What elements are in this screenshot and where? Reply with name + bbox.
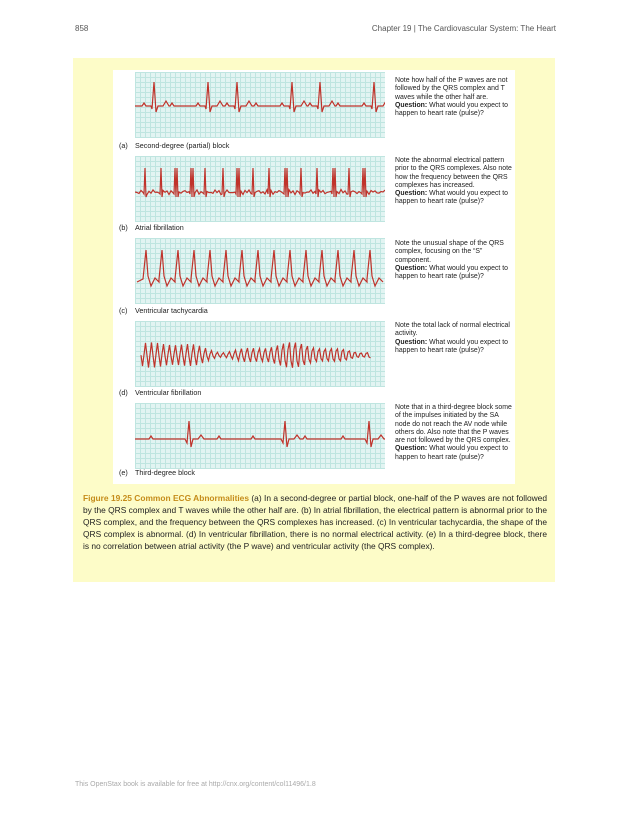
panel-label-a bbox=[119, 141, 229, 150]
panel-letter: (a) bbox=[119, 141, 128, 150]
question-text: What would you expect to happen to heart rate (pulse)? bbox=[395, 445, 508, 461]
panel-title: Ventricular fibrillation bbox=[135, 388, 202, 397]
ecg-trace-third-degree-block bbox=[135, 403, 385, 469]
panel-letter: (b) bbox=[119, 223, 128, 232]
panel-note-b bbox=[395, 157, 513, 207]
ecg-trace-atrial-fibrillation bbox=[135, 156, 385, 222]
ecg-strip-second-degree-block bbox=[135, 72, 385, 138]
panel-note-c bbox=[395, 240, 513, 281]
panel-label-e bbox=[119, 468, 195, 477]
panel-label-d bbox=[119, 388, 201, 397]
panel-letter: (e) bbox=[119, 468, 128, 477]
figure-caption bbox=[83, 492, 547, 552]
panel-letter: (c) bbox=[119, 306, 128, 315]
panel-title: Atrial fibrillation bbox=[135, 223, 184, 232]
panel-title: Ventricular tachycardia bbox=[135, 306, 208, 315]
note-text: Note the unusual shape of the QRS complex, focusing on the “S” component. bbox=[395, 240, 504, 264]
ecg-strip-ventricular-tachycardia bbox=[135, 238, 385, 304]
panel-letter: (d) bbox=[119, 388, 128, 397]
ecg-strip-third-degree-block bbox=[135, 403, 385, 469]
footer-text: This OpenStax book is available for free at http://cnx.org/content/col11496/1.8 bbox=[75, 781, 316, 788]
ecg-strip-ventricular-fibrillation bbox=[135, 321, 385, 387]
question-label: Question: bbox=[395, 101, 428, 109]
note-text: Note that in a third-degree block some of the impulses initiated by the SA node do not reach the AV node while others do. Also note that the P waves are not followed by the QRS complex. bbox=[395, 404, 512, 445]
question-text: What would you expect to happen to heart rate (pulse)? bbox=[395, 338, 508, 354]
page-number: 858 bbox=[75, 24, 89, 33]
ecg-trace-ventricular-tachycardia bbox=[135, 238, 385, 304]
panel-label-c bbox=[119, 306, 208, 315]
panel-title: Second-degree (partial) block bbox=[135, 141, 230, 150]
note-text: Note the total lack of normal electrical activity. bbox=[395, 322, 510, 338]
panel-note-e bbox=[395, 404, 513, 462]
question-text: What would you expect to happen to heart rate (pulse)? bbox=[395, 101, 508, 118]
question-label: Question: bbox=[395, 264, 428, 272]
figure-caption-text: (a) In a second-degree or partial block, one-half of the P waves are not followed by the QRS complex and T waves while the other half are. (b) In atrial fibrillation, the electrical pattern is abnormal prior to the QRS complex, and the frequency between the QRS complexes has increased. (c) In ventricular tachycardia, the shape of the QRS complex is abnormal. (d) In ventricular fibrillation, there is no normal electrical activity. (e) In a third-degree block, there is no correlation between atrial activity (the P wave) and ventricular activity (the QRS complex). bbox=[83, 493, 547, 551]
note-text: Note how half of the P waves are not followed by the QRS complex and T waves while the other half are. bbox=[395, 77, 508, 101]
panel-note-a bbox=[395, 77, 513, 118]
question-label: Question: bbox=[395, 338, 428, 346]
panel-title: Third-degree block bbox=[135, 468, 195, 477]
chapter-title: Chapter 19 | The Cardiovascular System: The Heart bbox=[371, 24, 556, 33]
question-label: Question: bbox=[395, 190, 428, 198]
figure-panels bbox=[113, 70, 515, 484]
figure-caption-title: Figure 19.25 Common ECG Abnormalities bbox=[83, 493, 250, 503]
ecg-trace-ventricular-fibrillation bbox=[135, 321, 385, 387]
ecg-trace-second-degree-block bbox=[135, 72, 385, 138]
question-label: Question: bbox=[395, 445, 428, 453]
question-text: What would you expect to happen to heart rate (pulse)? bbox=[395, 264, 508, 281]
question-text: What would you expect to happen to heart rate (pulse)? bbox=[395, 190, 508, 206]
ecg-strip-atrial-fibrillation bbox=[135, 156, 385, 222]
panel-note-d bbox=[395, 322, 513, 355]
note-text: Note the abnormal electrical pattern prior to the QRS complexes. Also note how the frequency between the QRS complexes has increased. bbox=[395, 157, 512, 189]
figure-box bbox=[73, 58, 555, 582]
panel-label-b bbox=[119, 223, 184, 232]
